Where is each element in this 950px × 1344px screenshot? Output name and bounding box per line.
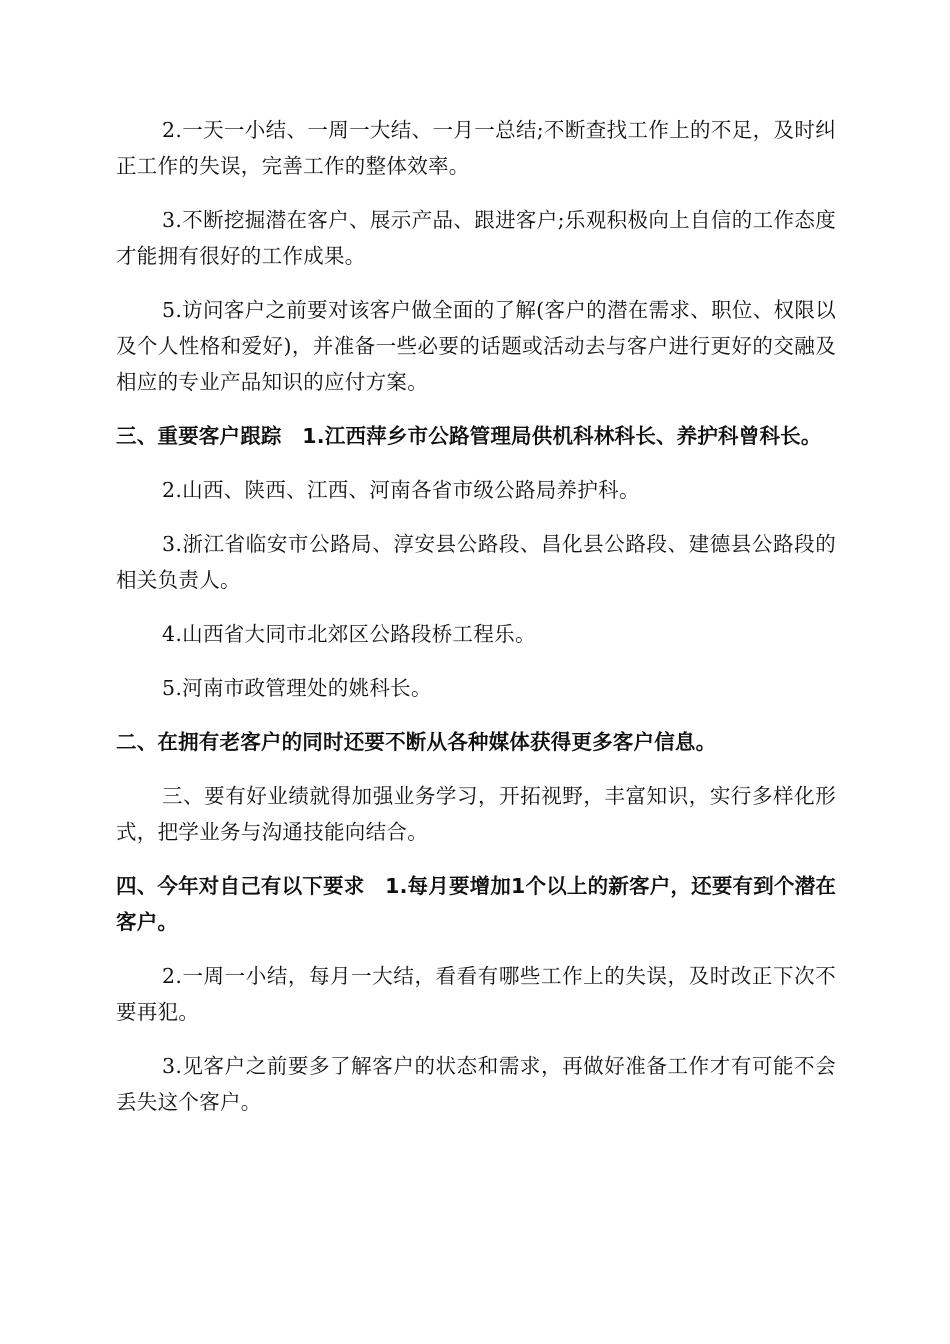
paragraph-provincial-bureaus: 2.山西、陕西、江西、河南各省市级公路局养护科。	[162, 478, 640, 502]
paragraph-daily-summary: 2.一天一小结、一周一大结、一月一总结;不断查找工作上的不足，及时纠正工作的失误，完善工作的整体效率。	[116, 118, 836, 178]
paragraph-customer-understanding: 3.见客户之前要多了解客户的状态和需求，再做好准备工作才有可能不会丢失这个客户。	[116, 1054, 836, 1114]
heading-personal-requirements: 四、今年对自己有以下要求 1.每月要增加1个以上的新客户，还要有到个潜在客户。	[116, 874, 837, 934]
heading-media-customers: 二、在拥有老客户的同时还要不断从各种媒体获得更多客户信息。	[116, 730, 717, 754]
paragraph-business-study: 三、要有好业绩就得加强业务学习，开拓视野，丰富知识，实行多样化形式，把学业务与沟通技能向结合。	[116, 784, 836, 844]
paragraph-datong-contact: 4.山西省大同市北郊区公路段桥工程乐。	[162, 622, 536, 646]
document-page	[116, 112, 836, 1138]
paragraph-weekly-summary: 2.一周一小结，每月一大结，看看有哪些工作上的失误，及时改正下次不要再犯。	[116, 964, 836, 1024]
paragraph-find-customers: 3.不断挖掘潜在客户、展示产品、跟进客户;乐观积极向上自信的工作态度才能拥有很好的工作成果。	[116, 208, 836, 268]
paragraph-henan-contact: 5.河南市政管理处的姚科长。	[162, 676, 432, 700]
heading-key-customers: 三、重要客户跟踪 1.江西萍乡市公路管理局供机科林科长、养护科曾科长。	[116, 424, 822, 448]
paragraph-zhejiang-contacts: 3.浙江省临安市公路局、淳安县公路段、昌化县公路段、建德县公路段的相关负责人。	[116, 532, 836, 592]
paragraph-visit-preparation: 5.访问客户之前要对该客户做全面的了解(客户的潜在需求、职位、权限以及个人性格和爱好)，并准备一些必要的话题或活动去与客户进行更好的交融及相应的专业产品知识的应付方案。	[116, 298, 836, 394]
